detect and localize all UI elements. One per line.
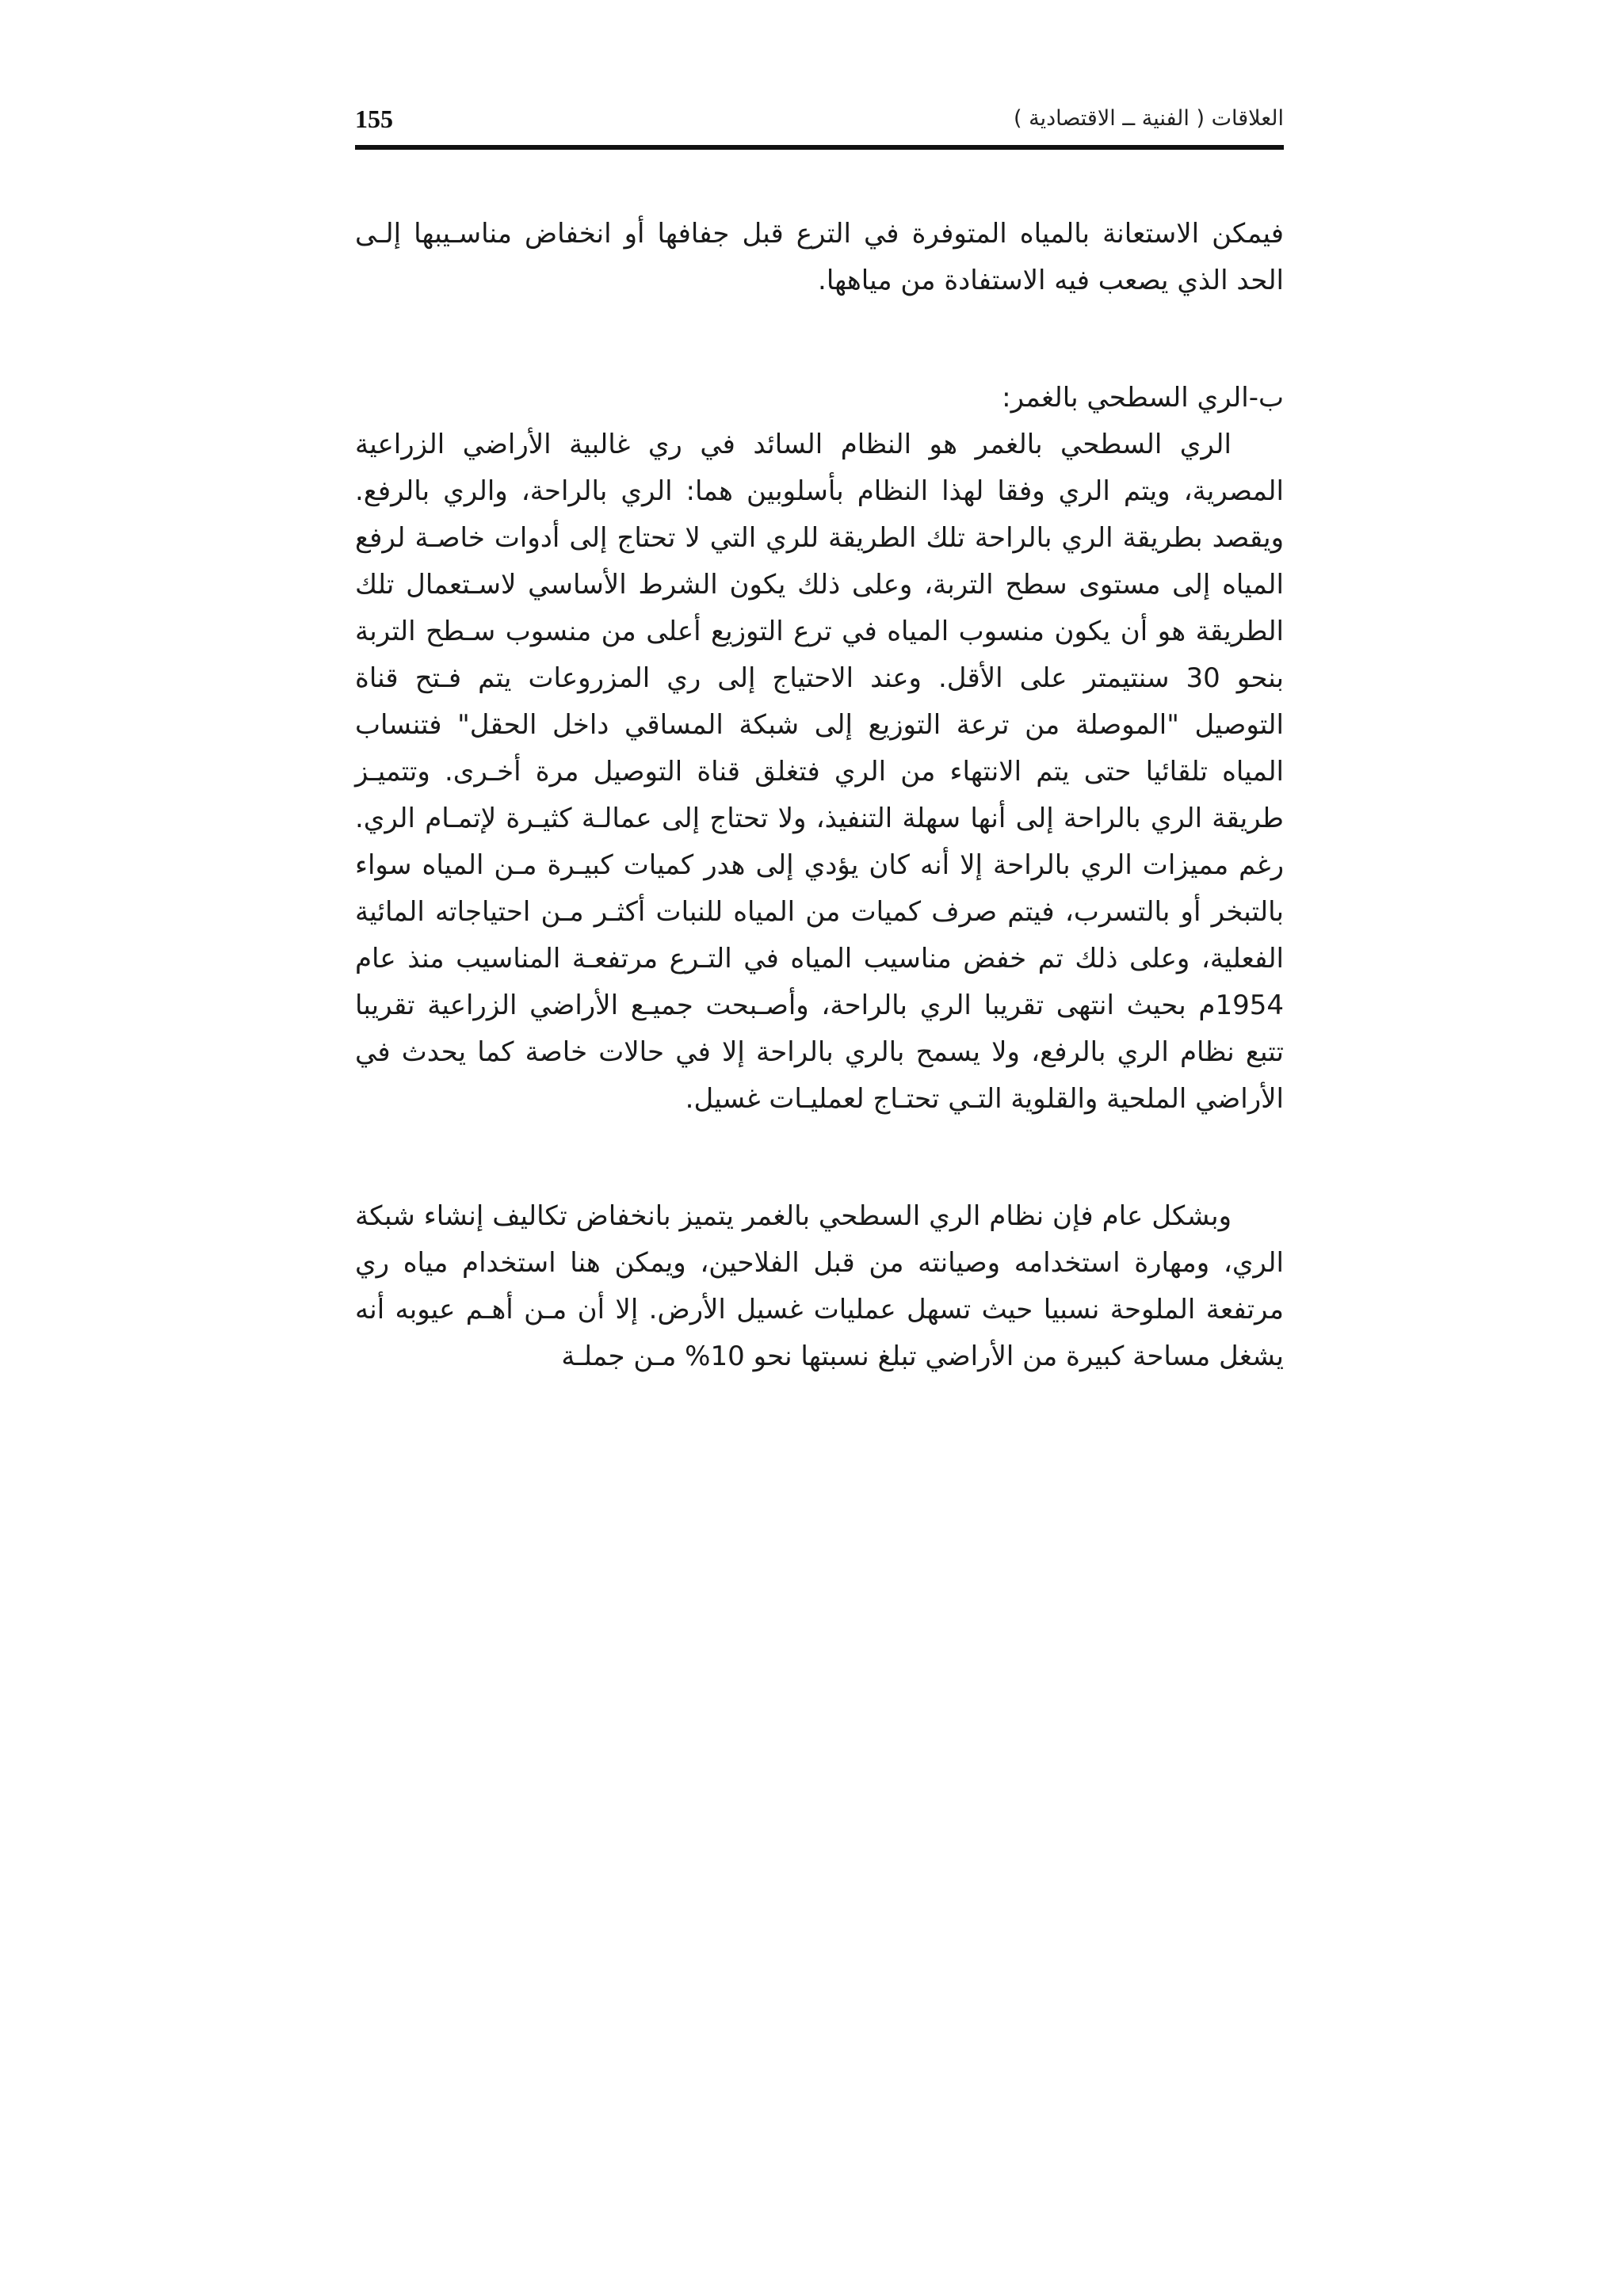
body-paragraph: وبشكل عام فإن نظام الري السطحي بالغمر يتميز بانخفاض تكاليف إنشاء شبكة الري، ومهارة استخدامه وصيانته من قبل الفلاحين، ويمكن هنا استخدام مياه ري مرتفعة الملوحة نسبيا حيث تسهل عمليات غسيل الأرض. إلا أن مـن أهـم عيوبه أنه يشغل مساحة كبيرة من الأراضي تبلغ نسبتها نحو 10% مـن جملـة (355, 1200, 1284, 1372)
page-number: 155 (355, 105, 393, 133)
body-paragraph: الري السطحي بالغمر هو النظام السائد في ري غالبية الأراضي الزراعية المصرية، ويتم الري وفقا لهذا النظام بأسلوبين هما: الري بالراحة، والري بالرفع. ويقصد بطريقة الري بالراحة تلك الطريقة للري التي لا تحتاج إلى أدوات خاصـة لرفع المياه إلى مستوى سطح التربة، وعلى ذلك يكون الشرط الأساسي لاسـتعمال تلك الطريقة هو أن يكون منسوب المياه في ترع التوزيع أعلى من منسوب سـطح التربة بنحو 30 سنتيمتر على الأقل. وعند الاحتياج إلى ري المزروعات يتم فـتح قناة التوصيل "الموصلة من ترعة التوزيع إلى شبكة المساقي داخل الحقل" فتنساب المياه تلقائيا حتى يتم الانتهاء من الري فتغلق قناة التوصيل مرة أخـرى. وتتميـز طريقة الري بالراحة إلى أنها سهلة التنفيذ، ولا تحتاج إلى عمالـة كثيـرة لإتمـام الري. رغم مميزات الري بالراحة إلا أنه كان يؤدي إلى هدر كميات كبيـرة مـن المياه سواء بالتبخر أو بالتسرب، فيتم صرف كميات من المياه للنبات أكثـر مـن احتياجاته المائية الفعلية، وعلى ذلك تم خفض مناسيب المياه في التـرع مرتفعـة المناسيب منذ عام 1954م بحيث انتهى تقريبا الري بالراحة، وأصـبحت جميـع الأراضي الزراعية تقريبا تتبع نظام الري بالرفع، ولا يسمح بالري بالراحة إلا في حالات خاصة كما يحدث في الأراضي الملحية والقلوية التـي تحتـاج لعمليـات غسيل. (355, 429, 1284, 1115)
running-title: العلاقات ( الفنية ــ الاقتصادية ) (1014, 106, 1284, 131)
header-rule (355, 145, 1284, 150)
page-header (355, 101, 1284, 146)
section-heading: ب-الري السطحي بالغمر: (1002, 382, 1284, 414)
body-paragraph: فيمكن الاستعانة بالمياه المتوفرة في الترع قبل جفافها أو انخفاض مناسـيبها إلـى الحد الذي يصعب فيه الاستفادة من مياهها. (355, 218, 1284, 296)
page-body (355, 211, 1284, 1380)
